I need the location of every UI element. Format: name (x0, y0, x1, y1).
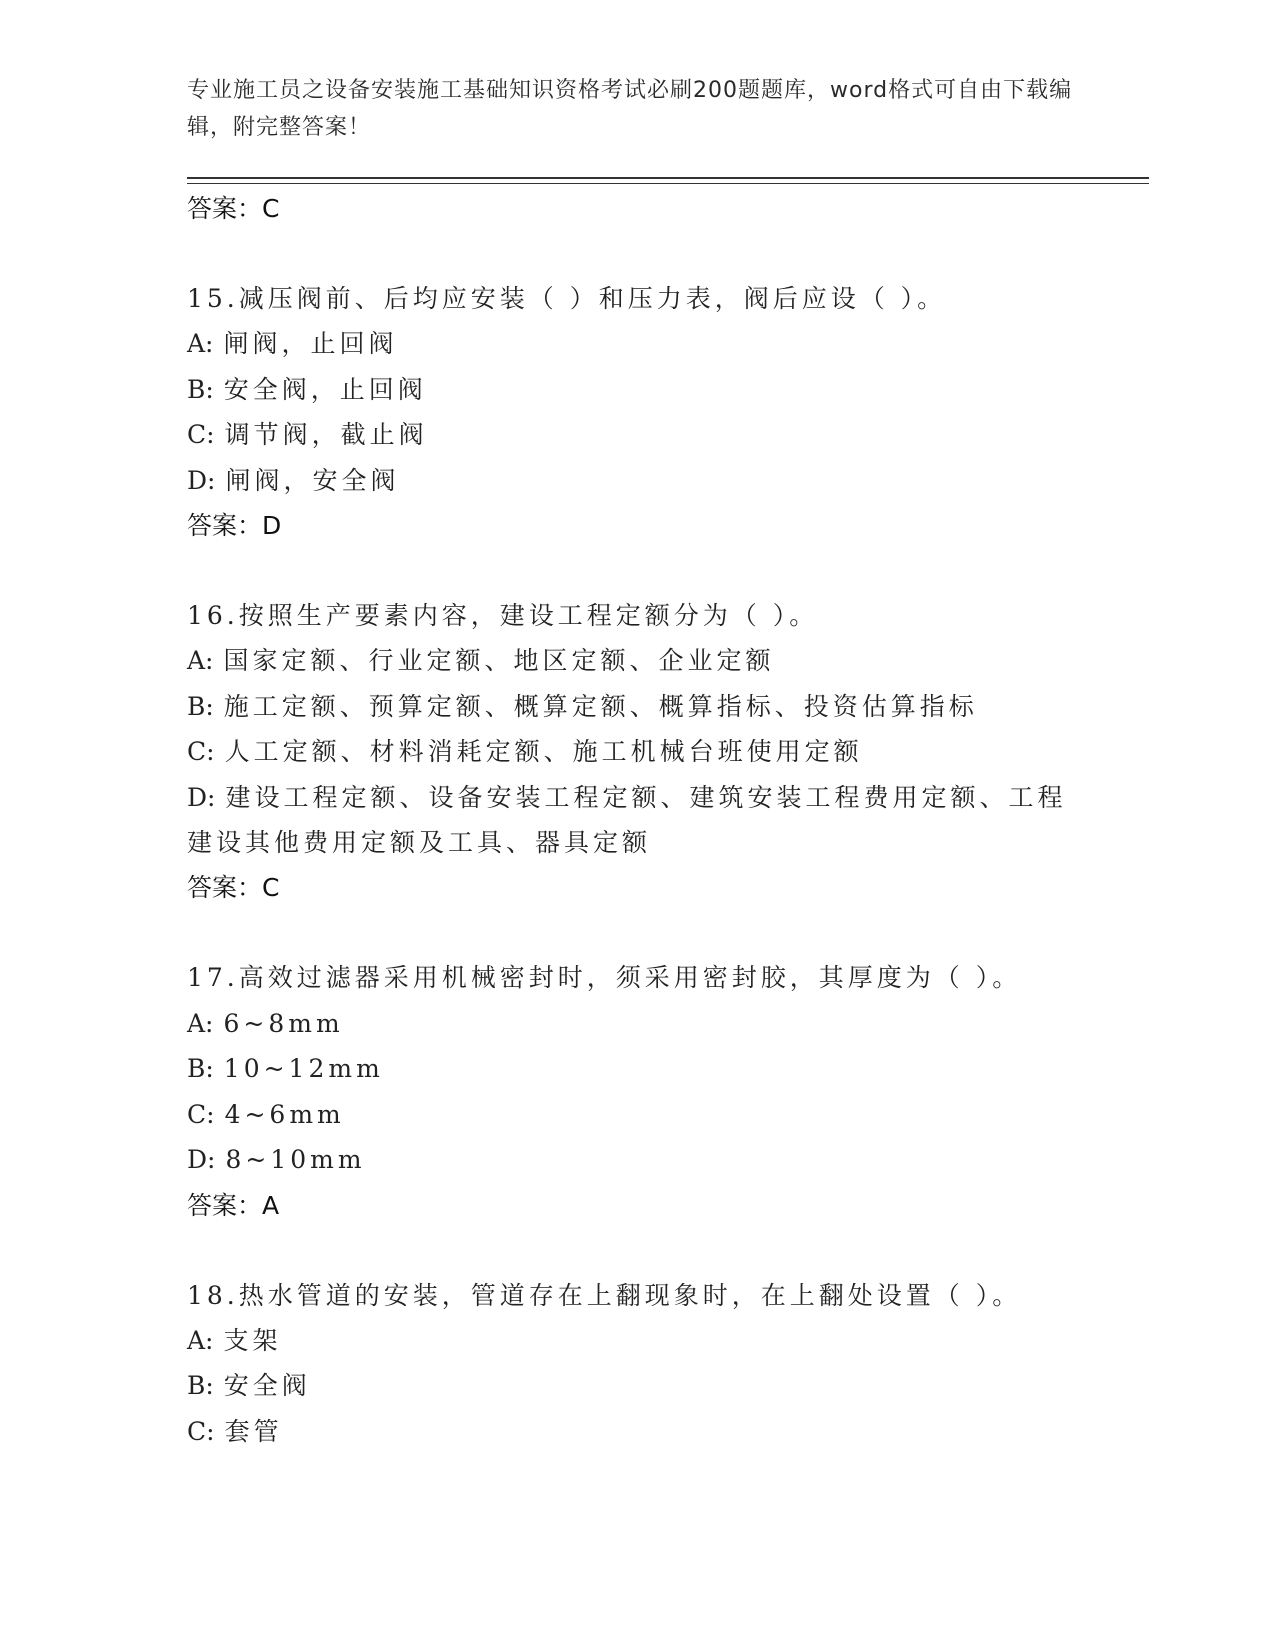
option-b (187, 1363, 1087, 1408)
question-15 (187, 276, 1087, 549)
option-d (187, 1137, 1087, 1182)
option-key: A: (187, 1325, 214, 1355)
option-key: D: (187, 465, 216, 495)
option-text: 8~10mm (225, 1145, 366, 1175)
option-text: 闸阀，止回阀 (223, 329, 398, 359)
option-d (187, 458, 1087, 503)
option-key: C: (187, 420, 215, 450)
option-text: 施工定额、预算定额、概算定额、概算指标、投资估算指标 (223, 691, 978, 721)
option-text: 10~12mm (223, 1054, 384, 1084)
option-text: 支架 (223, 1325, 282, 1355)
option-key: D: (187, 782, 216, 812)
option-text: 调节阀，截止阀 (224, 420, 428, 450)
question-18 (187, 1273, 1087, 1455)
option-key: B: (187, 1371, 214, 1401)
option-text: 安全阀，止回阀 (223, 374, 427, 404)
option-key: D: (187, 1145, 216, 1175)
header-divider-thick (187, 177, 1149, 179)
option-key: B: (187, 1054, 214, 1084)
question-stem: 18.热水管道的安装，管道存在上翻现象时，在上翻处设置（ ）。 (187, 1280, 1022, 1310)
question-16 (187, 593, 1087, 911)
option-text: 套管 (224, 1416, 283, 1446)
option-text: 建设工程定额、设备安装工程定额、建筑安装工程费用定额、工程建设其他费用定额及工具、器具定额 (187, 782, 1067, 858)
option-key: C: (187, 1099, 215, 1129)
option-text: 安全阀 (223, 1371, 311, 1401)
option-b (187, 684, 1087, 729)
option-c (187, 1092, 1087, 1137)
answer-line: 答案：C (187, 194, 280, 223)
header-divider-thin (187, 183, 1149, 184)
option-c (187, 729, 1087, 774)
option-text: 4~6mm (224, 1099, 345, 1129)
question-stem: 16.按照生产要素内容，建设工程定额分为（ ）。 (187, 601, 819, 631)
option-a (187, 1318, 1087, 1363)
option-key: C: (187, 1416, 215, 1446)
answer-line: 答案：A (187, 1190, 280, 1220)
option-key: B: (187, 374, 214, 404)
option-text: 国家定额、行业定额、地区定额、企业定额 (223, 646, 775, 676)
option-c (187, 412, 1087, 457)
option-key: C: (187, 737, 215, 767)
option-a (187, 321, 1087, 366)
question-17 (187, 955, 1087, 1228)
document-header: 专业施工员之设备安装施工基础知识资格考试必刷200题题库，word格式可自由下载编辑，附完整答案！ (187, 78, 1073, 140)
option-text: 人工定额、材料消耗定额、施工机械台班使用定额 (224, 737, 863, 767)
option-key: A: (187, 1008, 214, 1038)
answer-line: 答案：D (187, 511, 282, 541)
option-text: 6~8mm (223, 1008, 344, 1038)
question-stem: 15.减压阀前、后均应安装（ ）和压力表，阀后应设（ ）。 (187, 284, 947, 313)
question-list (187, 186, 1087, 1454)
option-b (187, 367, 1087, 412)
option-a (187, 638, 1087, 683)
option-c (187, 1409, 1087, 1454)
option-text: 闸阀，安全阀 (225, 465, 400, 495)
option-key: A: (187, 646, 214, 676)
option-a (187, 1001, 1087, 1046)
option-key: A: (187, 329, 214, 359)
option-d (187, 775, 1077, 866)
question-stem: 17.高效过滤器采用机械密封时，须采用密封胶，其厚度为（ ）。 (187, 963, 1022, 993)
option-key: B: (187, 691, 214, 721)
option-b (187, 1046, 1087, 1091)
answer-line: 答案：C (187, 873, 280, 903)
